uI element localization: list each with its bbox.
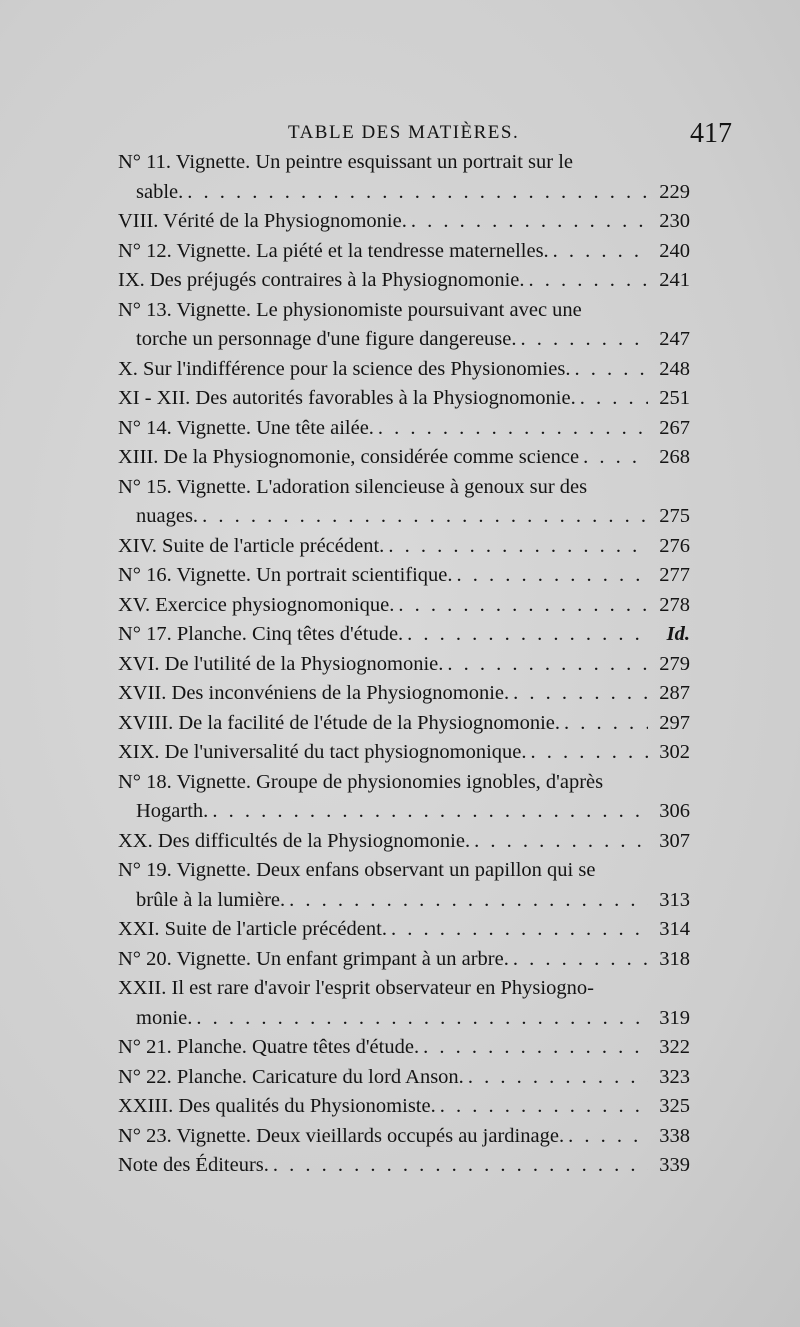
toc-entry xyxy=(118,738,690,768)
toc-entry-row xyxy=(118,561,690,591)
toc-entry-title: XVII. Des inconvéniens de la Physiognomonie. xyxy=(118,682,510,704)
toc-entry-title: N° 23. Vignette. Deux vieillards occupés au jardinage. xyxy=(118,1124,565,1147)
toc-entry-title: XXIII. Des qualités du Physionomiste. xyxy=(118,1095,436,1117)
dot-leader xyxy=(474,827,648,857)
toc-entry-row xyxy=(118,738,690,768)
toc-entry-row xyxy=(118,266,690,296)
toc-entry xyxy=(118,768,690,827)
toc-entry-page: 339 xyxy=(659,1154,690,1176)
toc-entry-row xyxy=(118,237,690,267)
toc-entry-page: 307 xyxy=(659,829,690,852)
toc-entry xyxy=(118,1033,690,1063)
toc-entry-page: 318 xyxy=(659,947,690,970)
toc-entry-page: 268 xyxy=(659,446,690,468)
toc-entry-title: N° 22. Planche. Caricature du lord Anson. xyxy=(118,1065,464,1088)
dot-leader xyxy=(202,502,648,532)
toc-entry xyxy=(118,148,690,207)
toc-entry-page: 323 xyxy=(659,1065,690,1088)
toc-entry-page: 277 xyxy=(659,564,690,586)
toc-entry-title-line: N° 11. Vignette. Un peintre esquissant un portrait sur le xyxy=(118,151,574,173)
toc-entry-title: VIII. Vérité de la Physiognomonie. xyxy=(118,210,407,232)
toc-entry-page: 247 xyxy=(659,328,690,350)
toc-entry-title-line: XXII. Il est rare d'avoir l'esprit observateur en Physiogno- xyxy=(118,977,594,999)
toc-entry-page: 248 xyxy=(659,357,690,380)
toc-entry-title: XIV. Suite de l'article précédent. xyxy=(118,534,385,557)
toc-entry-title: brûle à la lumière. xyxy=(136,888,286,911)
toc-entry xyxy=(118,945,690,975)
toc-entry-title: N° 21. Planche. Quatre têtes d'étude. xyxy=(118,1036,420,1058)
toc-entry xyxy=(118,1063,690,1093)
toc-entry-title-line: N° 18. Vignette. Groupe de physionomies ignobles, d'après xyxy=(118,770,604,793)
toc-entry-row xyxy=(118,1063,690,1093)
dot-leader xyxy=(398,591,648,621)
toc-entry-title: N° 16. Vignette. Un portrait scientifique. xyxy=(118,564,453,586)
toc-entry-title-line: N° 19. Vignette. Deux enfans observant un papillon qui se xyxy=(118,859,596,881)
toc-entry xyxy=(118,650,690,680)
toc-entry-page: 276 xyxy=(659,534,690,557)
toc-entry xyxy=(118,827,690,857)
dot-leader xyxy=(196,1004,648,1034)
toc-entry xyxy=(118,296,690,355)
toc-entry-title: XIII. De la Physiognomonie, considérée comme science xyxy=(118,446,580,468)
toc-entry-row xyxy=(118,1004,690,1034)
toc-entry-row xyxy=(118,709,690,739)
toc-entry xyxy=(118,856,690,915)
toc-entry-row xyxy=(118,325,690,355)
toc-entry xyxy=(118,1122,690,1152)
toc-entry-page: 240 xyxy=(659,239,690,262)
dot-leader xyxy=(457,561,648,591)
toc-entry-title: XV. Exercice physiognomonique. xyxy=(118,593,395,616)
toc-entry-row xyxy=(118,1151,690,1181)
dot-leader xyxy=(440,1092,648,1122)
dot-leader xyxy=(447,650,648,680)
toc-entry-row xyxy=(118,827,690,857)
table-of-contents xyxy=(118,148,690,1181)
toc-entry-row xyxy=(118,679,690,709)
toc-entry-page: 229 xyxy=(659,180,690,203)
toc-entry-row xyxy=(118,1092,690,1122)
toc-entry xyxy=(118,679,690,709)
toc-entry-page: 275 xyxy=(659,505,690,527)
toc-entry-page: 313 xyxy=(659,888,690,911)
running-title: TABLE DES MATIÈRES. xyxy=(288,122,520,143)
toc-entry-row xyxy=(118,620,690,650)
toc-entry xyxy=(118,473,690,532)
toc-entry xyxy=(118,237,690,267)
toc-entry xyxy=(118,355,690,385)
toc-entry-row xyxy=(118,384,690,414)
dot-leader xyxy=(388,532,648,562)
toc-entry-page: 230 xyxy=(659,210,690,232)
toc-entry-page: 314 xyxy=(659,918,690,940)
toc-entry-page: 287 xyxy=(659,682,690,704)
toc-entry-row xyxy=(118,1122,690,1152)
toc-entry-title: N° 12. Vignette. La piété et la tendresse maternelles. xyxy=(118,239,549,262)
toc-entry-page: 338 xyxy=(659,1124,690,1147)
toc-entry-row xyxy=(118,414,690,444)
toc-entry-row xyxy=(118,797,690,827)
toc-entry-page: 306 xyxy=(659,800,690,822)
toc-entry-row xyxy=(118,355,690,385)
toc-entry xyxy=(118,1151,690,1181)
toc-entry xyxy=(118,915,690,945)
toc-entry-title: nuages. xyxy=(136,505,199,527)
dot-leader xyxy=(553,237,648,267)
toc-entry-page: Id. xyxy=(666,623,690,645)
dot-leader xyxy=(531,738,649,768)
toc-entry-row xyxy=(118,915,690,945)
dot-leader xyxy=(289,886,648,916)
toc-entry-row xyxy=(118,650,690,680)
toc-entry xyxy=(118,384,690,414)
toc-entry xyxy=(118,561,690,591)
toc-entry-row xyxy=(118,443,690,473)
dot-leader xyxy=(568,1122,648,1152)
toc-entry-row xyxy=(118,886,690,916)
dot-leader xyxy=(391,915,648,945)
toc-entry-title: N° 17. Planche. Cinq têtes d'étude. xyxy=(118,623,404,645)
toc-entry-title: XIX. De l'universalité du tact physiognomonique. xyxy=(118,741,527,763)
dot-leader xyxy=(583,443,648,473)
toc-entry-title-line: N° 13. Vignette. Le physionomiste poursuivant avec une xyxy=(118,298,582,321)
toc-entry xyxy=(118,709,690,739)
toc-entry xyxy=(118,266,690,296)
toc-entry-page: 297 xyxy=(659,711,690,734)
dot-leader xyxy=(273,1151,648,1181)
toc-entry xyxy=(118,532,690,562)
toc-entry-title: N° 20. Vignette. Un enfant grimpant à un arbre. xyxy=(118,947,509,970)
dot-leader xyxy=(378,414,648,444)
dot-leader xyxy=(212,797,648,827)
dot-leader xyxy=(575,355,648,385)
dot-leader xyxy=(580,384,648,414)
toc-entry-title: XX. Des difficultés de la Physiognomonie. xyxy=(118,829,471,852)
toc-entry xyxy=(118,443,690,473)
toc-entry-row xyxy=(118,502,690,532)
toc-entry xyxy=(118,207,690,237)
toc-entry-row xyxy=(118,945,690,975)
toc-entry xyxy=(118,974,690,1033)
toc-entry-page: 322 xyxy=(659,1036,690,1058)
toc-entry-row xyxy=(118,591,690,621)
dot-leader xyxy=(187,178,648,208)
toc-entry-page: 267 xyxy=(659,416,690,439)
toc-entry-page: 241 xyxy=(659,269,690,291)
dot-leader xyxy=(411,207,648,237)
toc-entry-page: 251 xyxy=(659,387,690,409)
toc-entry-row xyxy=(118,207,690,237)
toc-entry-title: X. Sur l'indifférence pour la science des Physionomies. xyxy=(118,357,571,380)
toc-entry-row xyxy=(118,532,690,562)
dot-leader xyxy=(407,620,648,650)
toc-entry-title: sable. xyxy=(136,180,184,203)
toc-entry-title: XVIII. De la facilité de l'étude de la Physiognomonie. xyxy=(118,711,561,734)
page-number: 417 xyxy=(690,118,732,149)
toc-entry-title: IX. Des préjugés contraires à la Physiognomonie. xyxy=(118,269,525,291)
toc-entry-row xyxy=(118,1033,690,1063)
dot-leader xyxy=(468,1063,648,1093)
toc-entry-page: 302 xyxy=(659,741,690,763)
toc-entry xyxy=(118,1092,690,1122)
toc-entry-title: XVI. De l'utilité de la Physiognomonie. xyxy=(118,652,444,675)
toc-entry-title-line: N° 15. Vignette. L'adoration silencieuse à genoux sur des xyxy=(118,475,588,498)
toc-entry-row xyxy=(118,178,690,208)
dot-leader xyxy=(521,325,648,355)
dot-leader xyxy=(529,266,649,296)
toc-entry-title: Note des Éditeurs. xyxy=(118,1154,269,1176)
toc-entry-title: XI - XII. Des autorités favorables à la Physiognomonie. xyxy=(118,387,576,409)
dot-leader xyxy=(513,945,648,975)
toc-entry-page: 319 xyxy=(659,1006,690,1029)
toc-entry-title: monie. xyxy=(136,1006,193,1029)
toc-entry-page: 278 xyxy=(659,593,690,616)
toc-entry-title: XXI. Suite de l'article précédent. xyxy=(118,918,387,940)
dot-leader xyxy=(564,709,648,739)
toc-entry-page: 279 xyxy=(659,652,690,675)
toc-entry-title: torche un personnage d'une figure dangereuse. xyxy=(136,328,517,350)
dot-leader xyxy=(513,679,648,709)
toc-entry xyxy=(118,591,690,621)
toc-entry-page: 325 xyxy=(659,1095,690,1117)
dot-leader xyxy=(423,1033,648,1063)
toc-entry xyxy=(118,620,690,650)
toc-entry-title: Hogarth. xyxy=(136,800,209,822)
toc-entry-title: N° 14. Vignette. Une tête ailée. xyxy=(118,416,374,439)
toc-entry xyxy=(118,414,690,444)
